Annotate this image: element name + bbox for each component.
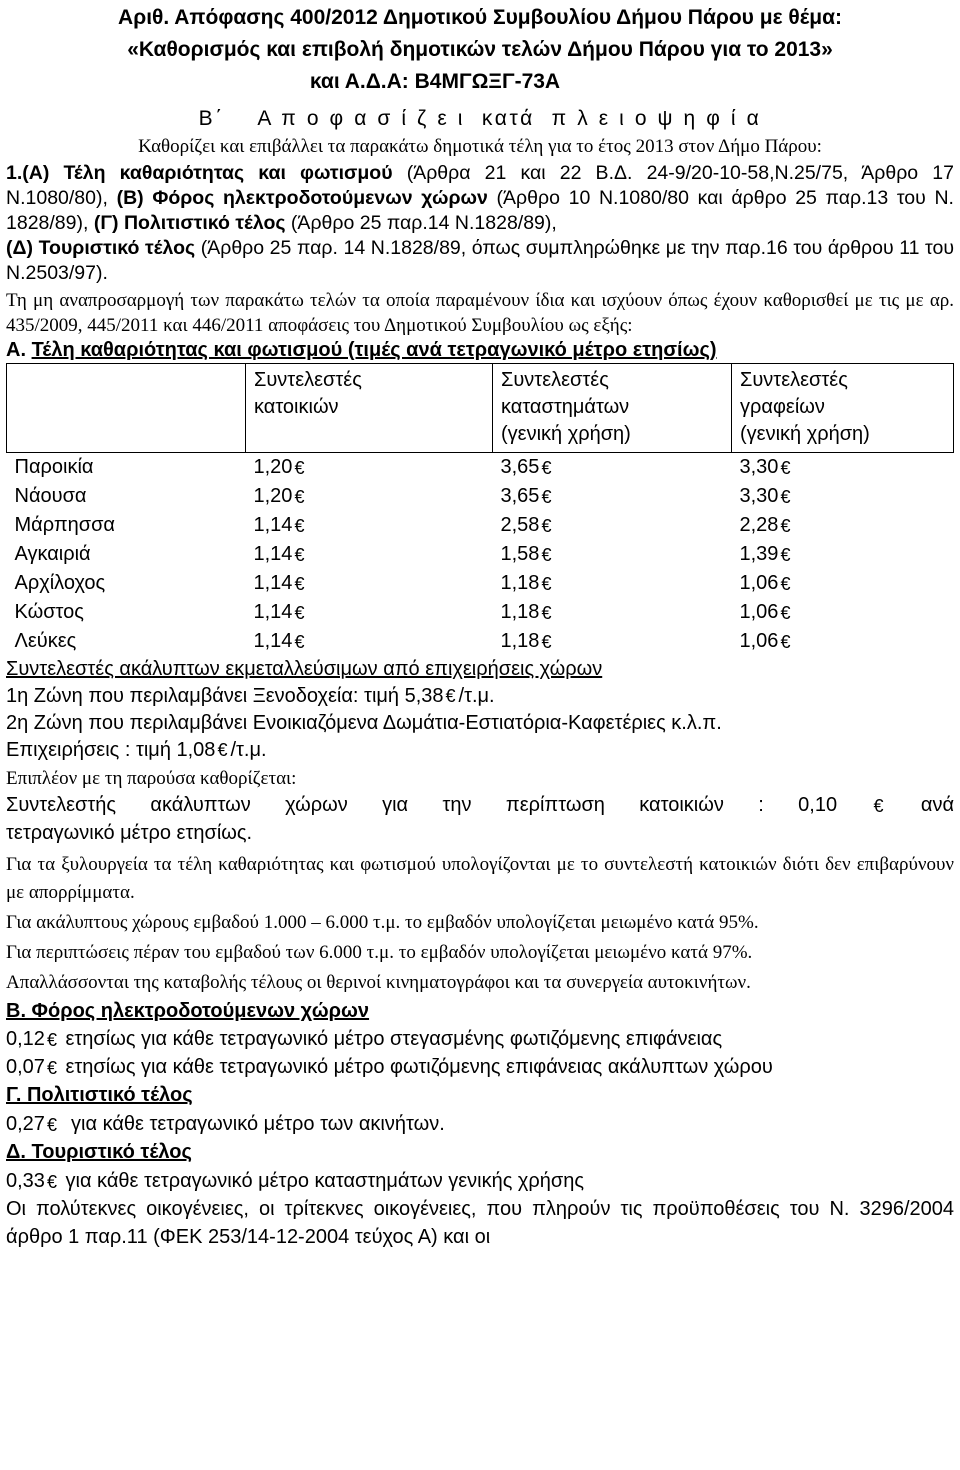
euro-icon (874, 796, 887, 812)
table-row (7, 511, 954, 540)
euro-icon (780, 574, 793, 590)
section-d-text: για κάθε τετραγωνικό μέτρο καταστημάτων γενικής χρήσης (59, 1170, 585, 1192)
euro-icon (780, 487, 793, 503)
euro-icon (47, 1058, 60, 1074)
area-cell: Αγκαιριά (14, 543, 91, 565)
area-cell: Αρχίλοχος (14, 572, 106, 594)
section-c-text: για κάθε τετραγωνικό μέτρο των ακινήτων. (59, 1113, 445, 1135)
shop-rate-cell (493, 627, 732, 656)
uncovered-reduction-97: Για περιπτώσεις πέραν του εμβαδού των 6.000 τ.μ. το εμβαδόν υπολογίζεται μειωμένο κατά 97%. (6, 942, 753, 963)
euro-icon (47, 1172, 60, 1188)
residential-rate-cell (246, 569, 493, 598)
rate-value: 1,20 (253, 456, 293, 478)
section-d-line (6, 1167, 954, 1195)
residential-rate-cell (246, 511, 493, 540)
rate-value: 1,14 (253, 572, 293, 594)
rate-value: 1,14 (253, 514, 293, 536)
euro-icon (294, 603, 307, 619)
section-c-line (6, 1110, 954, 1138)
section-a-title (6, 338, 954, 363)
table-row (7, 453, 954, 483)
zone-2-unit: /τ.μ. (230, 739, 267, 761)
euro-icon (780, 545, 793, 561)
rate-value: 2,28 (739, 514, 779, 536)
residential-rate-cell (246, 598, 493, 627)
fee-d-ref: (Άρθρο 25 παρ. 14 Ν.1828/89, όπως συμπληρώθηκε με την παρ.16 του άρθρου 11 του Ν.2503/97). (6, 237, 954, 284)
euro-icon (780, 516, 793, 532)
office-rate-cell (732, 540, 954, 569)
area-cell: Νάουσα (14, 485, 87, 507)
table-row (7, 540, 954, 569)
header-offices-line: γραφείων (740, 396, 825, 418)
decision-line: Β΄ Α π ο φ α σ ί ζ ε ι κατά π λ ε ι ο ψ η φ ί α (198, 107, 762, 130)
zone-1-text: 1η Ζώνη που περιλαμβάνει Ξενοδοχεία: τιμή 5,38 (6, 685, 444, 707)
header-residential-line: κατοικιών (254, 396, 339, 418)
rate-value: 1,06 (739, 572, 779, 594)
section-b-text-1: ετησίως για κάθε τετραγωνικό μέτρο στεγασμένης φωτιζόμενης επιφάνειας (59, 1028, 723, 1050)
section-b-text-2: ετησίως για κάθε τετραγωνικό μέτρο φωτιζόμενης επιφάνειας ακάλυπτων χώρου (59, 1056, 773, 1078)
euro-icon (294, 487, 307, 503)
header-decision-number: Αριθ. Απόφασης 400/2012 Δημοτικού Συμβουλίου Δήμου Πάρου με θέμα: (118, 6, 842, 29)
residential-coefficient-per: ανά (920, 794, 955, 816)
non-update-paragraph: Τη μη αναπροσαρμογή των παρακάτω τελών τα οποία παραμένουν ίδια και ισχύουν όπως έχουν καθορισθεί με τις με αρ. 435/2009, 445/2011 και 446/2011 αποφάσεις του Δημοτικού Συμβουλίου ως εξής: (6, 290, 954, 336)
fee-list-paragraph (6, 161, 954, 286)
uncovered-reduction-95: Για ακάλυπτους χώρους εμβαδού 1.000 – 6.000 τ.μ. το εμβαδόν υπολογίζεται μειωμένο κατά 95%. (6, 912, 759, 933)
office-rate-cell (732, 598, 954, 627)
area-cell: Κώστος (14, 601, 84, 623)
euro-icon (47, 1030, 60, 1046)
rate-value: 1,14 (253, 601, 293, 623)
section-b-title: Β. Φόρος ηλεκτροδοτούμενων χώρων (6, 1000, 370, 1022)
euro-icon (541, 545, 554, 561)
rate-value: 3,30 (739, 456, 779, 478)
fee-a-ref: (Άρθρα 21 και 22 Β.Δ. 24-9/20-10-58,Ν.25/75, Άρθρο 17 Ν.1080/80), (6, 162, 954, 209)
exemption-paragraph: Απαλλάσσονται της καταβολής τέλους οι θερινοί κινηματογράφοι και τα συνεργεία αυτοκινήτων. (6, 972, 751, 993)
uncovered-spaces-title: Συντελεστές ακάλυπτων εκμεταλλεύσιμων από επιχειρήσεις χώρων (6, 658, 603, 680)
fee-d-label: (Δ) Τουριστικό τέλος (6, 237, 196, 259)
section-a-title-text: Τέλη καθαριότητας και φωτισμού (τιμές ανά τετραγωνικό μέτρο ετησίως) (31, 339, 717, 361)
fee-c-label: (Γ) Πολιτιστικό τέλος (93, 212, 286, 234)
section-d-families: Οι πολύτεκνες οικογένειες, οι τρίτεκνες οικογένειες, που πληρούν τις προϋποθέσεις του Ν. 3296/2004 άρθρο 1 παρ.11 (ΦΕΚ 253/14-12-2004 τεύχος Α) και οι (6, 1198, 954, 1248)
section-b-line-2 (6, 1053, 954, 1081)
rate-value: 2,58 (500, 514, 540, 536)
rate-value: 3,65 (500, 485, 540, 507)
residential-coefficient-text: Συντελεστής ακάλυπτων χώρων για την περίπτωση κατοικιών : 0,10 (6, 794, 838, 816)
woodwork-paragraph: Για τα ξυλουργεία τα τέλη καθαριότητας και φωτισμού υπολογίζονται με το συντελεστή κατοικιών διότι δεν επιβαρύνουν με απορρίμματα. (6, 854, 954, 903)
area-cell: Λεύκες (14, 630, 77, 652)
shop-rate-cell (493, 598, 732, 627)
rate-value: 1,18 (500, 630, 540, 652)
header-shops-line: (γενική χρήση) (501, 423, 631, 445)
residential-rate-cell (246, 453, 493, 483)
header-residential-line: Συντελεστές (254, 369, 362, 391)
euro-icon (541, 516, 554, 532)
office-rate-cell (732, 482, 954, 511)
euro-icon (541, 632, 554, 648)
table-row (7, 482, 954, 511)
rate-value: 1,06 (739, 601, 779, 623)
shop-rate-cell (493, 482, 732, 511)
office-rate-cell (732, 569, 954, 598)
euro-icon (446, 687, 459, 703)
shop-rate-cell (493, 453, 732, 483)
section-b-line-1 (6, 1025, 954, 1053)
fee-a-label: 1.(Α) Τέλη καθαριότητας και φωτισμού (6, 162, 393, 184)
header-shops-cell (493, 364, 732, 453)
residential-rate-cell (246, 540, 493, 569)
section-d-title: Δ. Τουριστικό τέλος (6, 1141, 192, 1163)
office-rate-cell (732, 627, 954, 656)
rate-value: 1,18 (500, 572, 540, 594)
area-cell: Παροικία (14, 456, 94, 478)
euro-icon (541, 487, 554, 503)
table-row (7, 569, 954, 598)
header-ada: και Α.Δ.Α: Β4ΜΓΩΞΓ-73Α (309, 70, 561, 93)
fee-b-label: (Β) Φόρος ηλεκτροδοτούμενων χώρων (116, 187, 488, 209)
fee-c-ref: (Άρθρο 25 παρ.14 Ν.1828/89), (285, 212, 557, 234)
residential-coefficient-unit: τετραγωνικό μέτρο ετησίως. (6, 822, 253, 844)
euro-icon (780, 458, 793, 474)
shop-rate-cell (493, 569, 732, 598)
residential-rate-cell (246, 482, 493, 511)
euro-icon (294, 516, 307, 532)
office-rate-cell (732, 511, 954, 540)
section-b-amount-1: 0,12 (6, 1028, 45, 1050)
section-c-amount: 0,27 (6, 1113, 45, 1135)
fee-b-ref: (Άρθρο 10 Ν.1080/80 και άρθρο 25 παρ.13 του Ν. 1828/89), (6, 187, 954, 234)
residential-coefficient-line (6, 791, 954, 820)
euro-icon (541, 574, 554, 590)
rate-value: 1,14 (253, 543, 293, 565)
header-offices-line: Συντελεστές (740, 369, 848, 391)
area-cell: Μάρπησσα (14, 514, 115, 536)
euro-icon (217, 741, 230, 757)
table-header-row (7, 364, 954, 453)
section-d-amount: 0,33 (6, 1170, 45, 1192)
zone-1-line (6, 683, 954, 710)
euro-icon (780, 632, 793, 648)
header-shops-line: Συντελεστές (501, 369, 609, 391)
cleaning-rates-table (6, 363, 954, 656)
euro-icon (294, 574, 307, 590)
euro-icon (541, 458, 554, 474)
rate-value: 1,14 (253, 630, 293, 652)
rate-value: 1,39 (739, 543, 779, 565)
rate-value: 1,58 (500, 543, 540, 565)
residential-rate-cell (246, 627, 493, 656)
zone-1-unit: /τ.μ. (458, 685, 495, 707)
section-b-amount-2: 0,07 (6, 1056, 45, 1078)
header-offices-line: (γενική χρήση) (740, 423, 870, 445)
euro-icon (294, 458, 307, 474)
euro-icon (541, 603, 554, 619)
rate-value: 1,18 (500, 601, 540, 623)
header-offices-cell (732, 364, 954, 453)
rate-value: 3,30 (739, 485, 779, 507)
header-subject: «Καθορισμός και επιβολή δημοτικών τελών Δήμου Πάρου για το 2013» (127, 38, 833, 61)
office-rate-cell (732, 453, 954, 483)
intro-text: Καθορίζει και επιβάλλει τα παρακάτω δημοτικά τέλη για το έτος 2013 στον Δήμο Πάρου: (138, 136, 822, 157)
document-header (6, 0, 954, 98)
section-c-title: Γ. Πολιτιστικό τέλος (6, 1084, 193, 1106)
table-row (7, 627, 954, 656)
euro-icon (780, 603, 793, 619)
rate-value: 3,65 (500, 456, 540, 478)
euro-icon (294, 545, 307, 561)
section-a-prefix: Α. (6, 339, 32, 361)
table-row (7, 598, 954, 627)
header-area-cell (7, 364, 246, 453)
shop-rate-cell (493, 540, 732, 569)
header-residential-cell (246, 364, 493, 453)
shop-rate-cell (493, 511, 732, 540)
euro-icon (294, 632, 307, 648)
header-shops-line: καταστημάτων (501, 396, 630, 418)
zone-2-line: 2η Ζώνη που περιλαμβάνει Ενοικιαζόμενα Δωμάτια-Εστιατόρια-Καφετέριες κ.λ.π. (6, 712, 722, 734)
euro-icon (47, 1115, 60, 1131)
rate-value: 1,06 (739, 630, 779, 652)
additionally-text: Επιπλέον με τη παρούσα καθορίζεται: (6, 768, 297, 789)
zone-2-price-text: Επιχειρήσεις : τιμή 1,08 (6, 739, 216, 761)
rate-value: 1,20 (253, 485, 293, 507)
zone-2-price-line (6, 737, 954, 764)
